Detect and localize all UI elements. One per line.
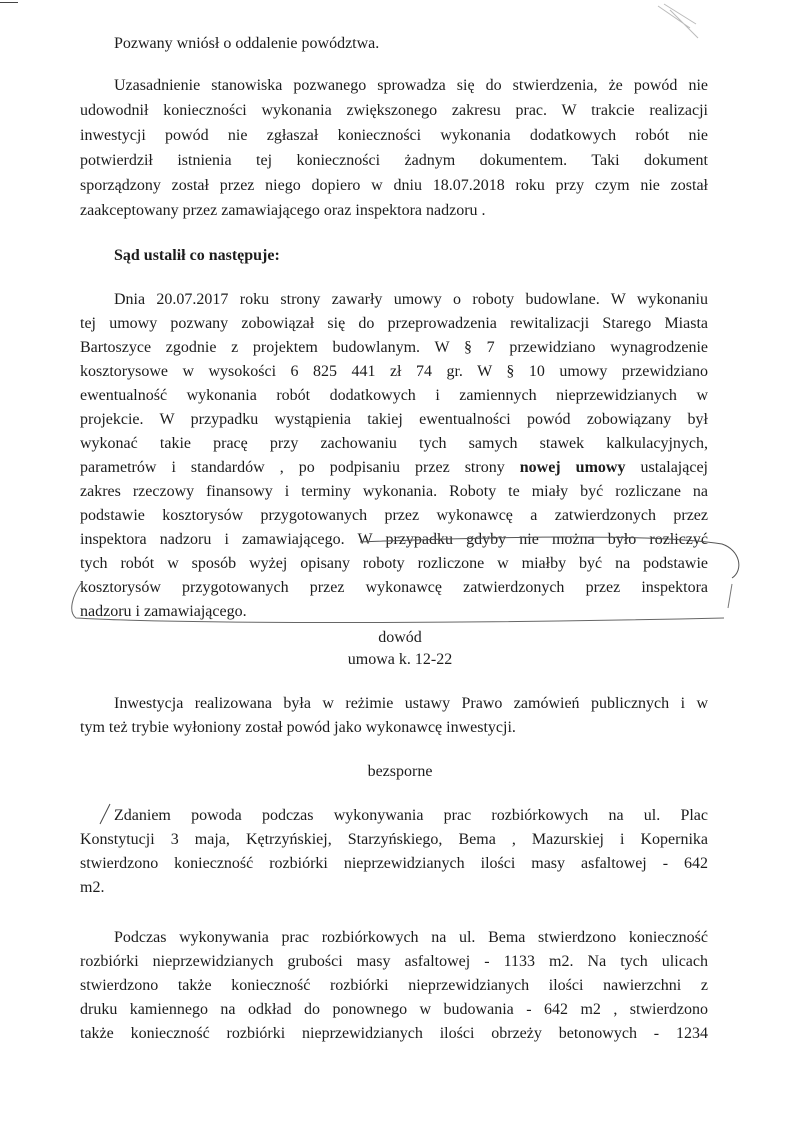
evidence-label: dowód xyxy=(378,629,422,646)
scan-edge-mark xyxy=(0,2,18,3)
paragraph-claimant-line-2: Konstytucji 3 maja, Kętrzyńskiej, Starzyńskiego, Bema , Mazurskiej i Kopernika xyxy=(80,831,708,848)
paragraph-contract-line-3: Bartoszyce zgodnie z projektem budowlanym. W § 7 przewidziano wynagrodzenie xyxy=(80,339,708,356)
paragraph-claimant-line-3: stwierdzono konieczność rozbiórki nieprzewidzianych ilości masy asfaltowej - 642 xyxy=(80,855,708,872)
paragraph-demolition-line-1: Podczas wykonywania prac rozbiórkowych na ul. Bema stwierdzono konieczność xyxy=(114,929,708,946)
paragraph-contract-line-13: kosztorysów przygotowanych przez wykonawcę zatwierdzonych przez inspektora xyxy=(80,579,708,596)
paragraph-defendant-line-4: potwierdził istnienia tej konieczności żadnym dokumentem. Taki dokument xyxy=(80,152,708,169)
paragraph-contract-line-14: nadzoru i zamawiającego. xyxy=(80,603,247,620)
evidence-reference: umowa k. 12-22 xyxy=(347,651,453,668)
paragraph-contract-line-6: projekcie. W przypadku wystąpienia takiej ewentualności powód zobowiązany był xyxy=(80,411,708,428)
paragraph-demolition-line-2: rozbiórki nieprzewidzianych grubości masy asfaltowej - 1133 m2. Na tych ulicach xyxy=(80,953,708,970)
paragraph-contract-line-12: tych robót w sposób wyżej opisany roboty rozliczone w miałby być na podstawie xyxy=(80,555,708,572)
paragraph-contract-line-5: ewentualność wykonania robót dodatkowych i zamiennych nieprzewidzianych w xyxy=(80,387,708,404)
paragraph-procurement-line-1: Inwestycja realizowana była w reżimie ustawy Prawo zamówień publicznych i w xyxy=(114,695,708,712)
paragraph-contract-line-9: zakres rzeczowy finansowy i terminy wykonania. Roboty te miały być rozliczane na xyxy=(80,483,708,500)
paragraph-contract-line-2: tej umowy pozwany zobowiązał się do przeprowadzenia rewitalizacji Starego Miasta xyxy=(80,315,708,332)
text-segment: parametrów i standardów , po podpisaniu przez strony xyxy=(80,459,520,476)
paragraph-contract-line-11: inspektora nadzoru i zamawiającego. W przypadku gdyby nie można było rozliczyć xyxy=(80,531,708,548)
paragraph-defendant-line-2: udowodnił konieczności wykonania zwiększonego zakresu prac. W trakcie realizacji xyxy=(80,102,708,119)
paragraph-claimant-line-4: m2. xyxy=(80,879,105,896)
paragraph-claimant-line-1: Zdaniem powoda podczas wykonywania prac rozbiórkowych na ul. Plac xyxy=(114,807,708,824)
section-heading: Sąd ustalił co następuje: xyxy=(114,247,280,264)
paragraph-contract-line-4: kosztorysowe w wysokości 6 825 441 zł 74 gr. W § 10 umowy przewidziano xyxy=(80,363,708,380)
paragraph-demolition-line-3: stwierdzono także konieczność rozbiórki nieprzewidzianych ilości nawierzchni z xyxy=(80,977,708,994)
paragraph-defendant-line-3: inwestycji powód nie zgłaszał konieczności wykonania dodatkowych robót nie xyxy=(80,127,708,144)
paragraph-contract-line-8 xyxy=(80,458,708,478)
bold-term: nowej umowy xyxy=(519,459,626,476)
paragraph-contract-line-10: podstawie kosztorysów przygotowanych przez wykonawcę a zatwierdzonych przez xyxy=(80,507,708,524)
paragraph-defendant-line-5: sporządzony został przez niego dopiero w dniu 18.07.2018 roku przy czym nie został xyxy=(80,177,708,194)
paragraph-contract-line-1: Dnia 20.07.2017 roku strony zawarły umowy o roboty budowlane. W wykonaniu xyxy=(114,291,708,308)
undisputed-label: bezsporne xyxy=(367,763,433,780)
paragraph-demolition-line-5: także konieczność rozbiórki nieprzewidzianych ilości obrzeży betonowych - 1234 xyxy=(80,1025,708,1042)
paragraph-claim-dismissal: Pozwany wniósł o oddalenie powództwa. xyxy=(114,35,380,52)
paragraph-defendant-line-6: zaakceptowany przez zamawiającego oraz inspektora nadzoru . xyxy=(80,202,486,219)
paragraph-procurement-line-2: tym też trybie wyłoniony został powód jako wykonawcę inwestycji. xyxy=(80,719,516,736)
text-segment: ustalającej xyxy=(625,459,709,476)
paragraph-defendant-line-1: Uzasadnienie stanowiska pozwanego sprowadza się do stwierdzenia, że powód nie xyxy=(114,77,708,94)
paragraph-contract-line-7: wykonać takie pracę przy zachowaniu tych samych stawek kalkulacyjnych, xyxy=(80,435,708,452)
paragraph-demolition-line-4: druku kamiennego na odkład do ponownego w budowania - 642 m2 , stwierdzono xyxy=(80,1001,708,1018)
handwritten-bracket-mark xyxy=(60,520,750,630)
